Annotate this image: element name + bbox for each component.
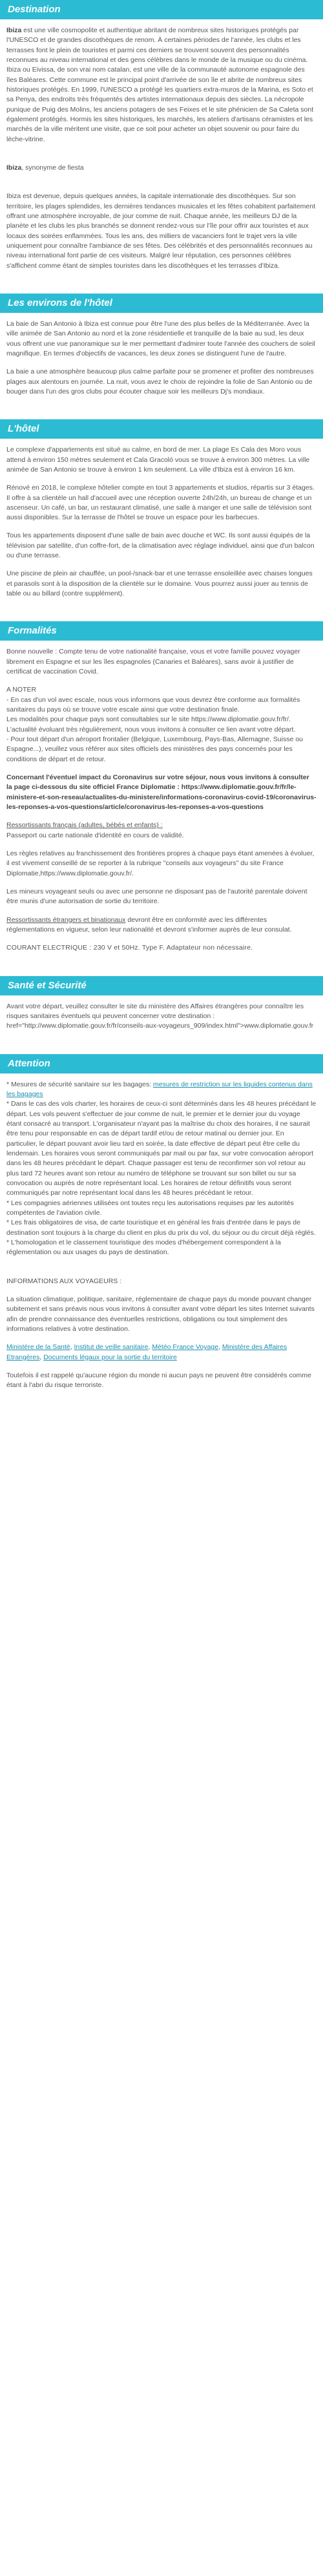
attention-bagages-text: * Mesures de sécurité sanitaire sur les bagages: [6,1080,154,1088]
section-body-formalites [0,641,323,975]
section-header-sante: Santé et Sécurité [0,976,323,995]
formalites-note-line-2: Les modalités pour chaque pays sont consultables sur le site https://www.diplomatie.gouv.fr/fr/. L'actualité évoluant très régulièrement, nous vous invitons à consulter ce lien avant votre départ. [6,715,296,734]
formalites-note-line-1: - En cas d'un vol avec escale, nous vous informons que vous devrez être conforme aux formalités sanitaires du pays où se trouve votre escale ainsi que votre destination finale. [6,695,300,714]
attention-info-text: La situation climatique, politique, sanitaire, réglementaire de chaque pays du monde pouvant changer subitement et sans préavis nous vous invitons à consulter avant votre départ les sites Internet suivants afin de prendre connaissance des éventuelles restrictions, obligations ou tout simplement des informations relatives à votre destination. [6,1295,315,1333]
attention-line-2: * Les compagnies aériennes utilisées ont toutes reçu les autorisations requises par les autorités compétentes de l'aviation civile. [6,1199,294,1217]
attention-line-3: * Les frais obligatoires de visa, de carte touristique et en général les frais d'entrée dans le pays de destination sont toujours à la charge du client en plus du prix du vol, du séjour ou du circuit déjà réglés. [6,1219,316,1237]
formalites-ressortissants-fr-text: Passeport ou carte nationale d'identité en cours de validité. [6,831,184,839]
environs-paragraph-2: La baie a une atmosphère beaucoup plus calme parfaite pour se promener et profiter des nombreuses plages aux alentours en journée. La nuit, vous avez le choix de rejoindre la folie de San Antonio ou de bouger dans l'un des gros clubs pour écouter chaque soir les meilleurs Dj's mondiaux. [6,368,314,395]
destination-subtitle: , synonyme de fiesta [21,163,84,172]
section-body-hotel [0,439,323,621]
attention-last: Toutefois il est rappelé qu'aucune région du monde ni aucun pays ne peuvent être considérés comme étant à l'abri du risque terroriste. [6,1371,311,1390]
environs-paragraph-1: La baie de San Antonio à Ibiza est connue pour être l'une des plus belles de la Méditerranée. Avec la ville animée de San Antonio au nord et la zone résidentielle et tranquille de la baie au sud, les deux vous offrent une vue panoramique sur le mer permettant d'admirer toute l'année des couchers de soleil magnifique. En termes d'objectifs de vacances, les deux zones se distinguent l'une de l'autre. [6,319,315,357]
section-destination [0,0,323,294]
formalites-paragraph-5: Les règles relatives au franchissement des frontières propres à chaque pays étant amenées à évoluer, il est vivement conseillé de se reporter à la rubrique "conseils aux voyageurs" du site France Diplomatie,https://www.diplomatie.gouv.fr/. [6,850,315,877]
link-meteo-france[interactable]: Météo France Voyage [152,1343,219,1352]
link-documents-legaux[interactable]: Documents légaux pour la sortie du territoire [43,1353,177,1361]
destination-paragraph-3: Ibiza est devenue, depuis quelques années, la capitale internationale des discothèques. Sur son territoire, les plages splendides, les dernières tendances musicales et les fêtes cohabitent parfaitement offrant une atmosphère incroyable, de jour comme de nuit. Chaque année, les meilleurs DJ de la planète et les clubs les plus branchés se donnent rendez-vous sur l'île pour offrir aux touristes et aux locaux des soirées enflammées. Tous les ans, des milliers de vacanciers font le trajet vers la ville uniquement pour connaître l'ambiance de ses fêtes. Des célébrités et des personnalités reconnues au niveau international font partie de ces visiteurs. Malgré leur réputation, ces personnes célèbres s'affichent comme étant de simples touristes dans les discothèques et les terrasses d'Ibiza. [6,192,316,270]
hotel-paragraph-4: Une piscine de plein air chauffée, un pool-/snack-bar et une terrasse ensoleillée avec chaises longues et parasols sont à la disposition de la clientèle sur le domaine. Vous pourrez aussi jouer au tennis de table ou au billard (contre supplément). [6,570,313,598]
attention-list [6,1080,317,1258]
formalites-note-line-3: - Pour tout départ d'un aéroport frontalier (Belgique, Luxembourg, Pays-Bas, Allemagne, Suisse ou Espagne...), veuillez vous référer aux sites officiels des ministères des pays concernés pour les conditions de départ et de retour. [6,735,304,763]
section-header-environs: Les environs de l'hôtel [0,294,323,313]
link-ministere-sante[interactable]: Ministère de la Santé [6,1343,70,1352]
section-body-environs [0,313,323,419]
attention-info-head: INFORMATIONS AUX VOYAGEURS : [6,1277,122,1285]
formalites-ressortissants-fr [6,821,317,841]
destination-city-name-2: Ibiza [6,163,22,172]
section-sante [0,976,323,1054]
section-header-hotel: L'hôtel [0,419,323,439]
destination-paragraph-2 [6,163,317,173]
section-body-attention [0,1073,323,1403]
formalites-etrangers-head: Ressortissants étrangers et binationaux [6,915,126,924]
destination-city-name: Ibiza [6,26,22,34]
section-body-sante [0,995,323,1054]
formalites-note [6,685,317,764]
formalites-paragraph-1: Bonne nouvelle : Compte tenu de votre nationalité française, vous et votre famille pouvez voyager librement en Espagne et sur les îles espagnoles (Canaries et Baléares), sans avoir à justifier de certificat de vaccination Covid. [6,648,300,676]
link-veille-sanitaire[interactable]: Institut de veille sanitaire [74,1343,149,1352]
section-hotel [0,419,323,621]
formalites-ressortissants-etrangers [6,915,317,935]
destination-text-1: est une ville cosmopolite et authentique abritant de nombreux sites historiques protégés par l'UNESCO et de grandes discothèques de renom. À certaines périodes de l'année, les clubs et les terrasses font le plein de touristes et parmi ces derniers se trouvent souvent des personnalités reconnues au niveau international et des gens célèbres dans le monde de la musique ou du cinéma. Ibiza ou Eivissa, de son vrai nom catalan, est une ville de la communauté autonome espagnole des îles Baléares. Cette commune est le principal point d'arrivée de son île et abrite de nombreux sites historiques protégés. En 1999, l'UNESCO a protégé les quartiers extra-muros de la Marina, es Soto et sa Penya, des endroits très fréquentés des artistes internationaux depuis des siècles. La nécropole punique de Puig des Molins, les anciens potagers de ses Feixes et le site phénicien de Sa Caleta sont également protégés. Hormis les sites historiques, les marchés, les ateliers d'artisans céramistes et les marchés de la ville méritent une visite, que ce soit pour acheter un objet souvenir ou pour faire du lèche-vitrine. [6,26,314,143]
formalites-etrangers-text: devront être en conformité avec les différentes réglementations en vigueur, selon leur nationalité et devront s'informer auprès de leur consulat. [6,915,292,934]
formalites-covid [6,773,317,812]
formalites-courant: COURANT ELECTRIQUE : 230 V et 50Hz. Type F. Adaptateur non nécessaire. [6,944,253,952]
attention-line-4: * L'homologation et le classement touristique des modes d'hébergement correspondent à la réglementation ou aux usages du pays de destination. [6,1238,281,1257]
attention-line-1: * Dans le cas des vols charter, les horaires de ceux-ci sont déterminés dans les 48 heures précédant le départ. Les vols peuvent s'effectuer de jour comme de nuit, le premier et le dernier jour du voyage étant consacré au transport. L'organisateur n'ayant pas la maîtrise du choix des horaires, il ne saurait être tenu pour responsable en cas de départ tardif et/ou de retour matinal ou dernier jour. En particulier, le départ pouvant avoir lieu tard en soirée, la date effective de départ peut être celle du lendemain. Les horaires vous seront communiqués par mail ou par fax, sur votre convocation aéroport dans les 48 heures précédant le départ. Chaque passager est tenu de reconfirmer son vol retour au plus tard 72 heures avant son retour au numéro de téléphone se trouvant sur son billet ou sur sa convocation ou auprès de notre représentant local. Les horaires de retour définitifs vous seront communiqués par notre représentant local dans les 48 heures précédant le retour. [6,1100,317,1197]
hotel-paragraph-3: Tous les appartements disposent d'une salle de bain avec douche et WC. Ils sont aussi équipés de la télévision par satellite, d'un coffre-fort, de la climatisation avec réglage individuel, ainsi que d'un balcon ou d'une terrasse. [6,532,315,560]
attention-bagages-link[interactable]: mesures de restriction sur les liquides contenus dans les bagages [6,1080,313,1098]
formalites-paragraph-6: Les mineurs voyageant seuls ou avec une personne ne disposant pas de l'autorité parentale doivent être munis d'une autorisation de sortie du territoire. [6,888,307,906]
sante-paragraph-1: Avant votre départ, veuillez consulter le site du ministère des Affaires étrangères pour connaître les risques sanitaires éventuels qui peuvent concerner votre destination : href="http://www.diplomatie.gouv.fr/fr/conseils-aux-voyageurs_909/index.html">www.diplomatie.gouv.fr [6,1002,314,1030]
section-attention [0,1054,323,1403]
formalites-note-head: A NOTER [6,686,37,694]
hotel-paragraph-1: Le complexe d'appartements est situé au calme, en bord de mer. La plage Es Cala des Moro vous attend à environ 150 mètres seulement et Cala Gracoló vous se trouve à environ 300 mètres. La ville animée de San Antonio se trouve à environ 1 km seulement. La ville d'Ibiza est à environ 16 km. [6,446,310,474]
formalites-covid-text: Concernant l'éventuel impact du Coronavirus sur votre séjour, nous vous invitons à consulter la page ci-dessous du site officiel France Diplomatie : https://www.diplomatie.gouv.fr/fr/le-ministere-et-son-reseau/actualites-du-ministere/informations-coronavirus-covid-19/coronavirus-les-reponses-a-vos-questions/article/coronavirus-les-reponses-a-vos-questions [6,774,317,812]
section-header-attention: Attention [0,1054,323,1073]
section-header-formalites: Formalités [0,621,323,641]
link-affaires-etrangeres[interactable]: Ministère des Affaires Etrangères [6,1343,287,1361]
section-body-destination [0,19,323,294]
destination-paragraph-1 [6,26,317,145]
section-environs [0,294,323,419]
section-header-destination: Destination [0,0,323,19]
hotel-paragraph-2: Rénové en 2018, le complexe hôtelier compte en tout 3 appartements et studios, répartis sur 3 étages. Il offre à sa clientèle un hall d'accueil avec une réception ouverte 24h/24h, un bureau de change et un ascenseur. Un café, un bar, un restaurant climatisé, une salle à manger et une salle de télévision sont aussi disponibles. Sur la terrasse de l'hôtel se trouve un espace pour les barbecues. [6,484,315,522]
attention-links: Ministère de la Santé, Institut de veille sanitaire, Météo France Voyage, Ministère des Affaires Etrangères, Documents légaux pour la sortie du territoire [6,1343,287,1361]
formalites-ressortissants-fr-head: Ressortissants français (adultes, bébés et enfants) : [6,821,163,830]
section-formalites [0,621,323,975]
